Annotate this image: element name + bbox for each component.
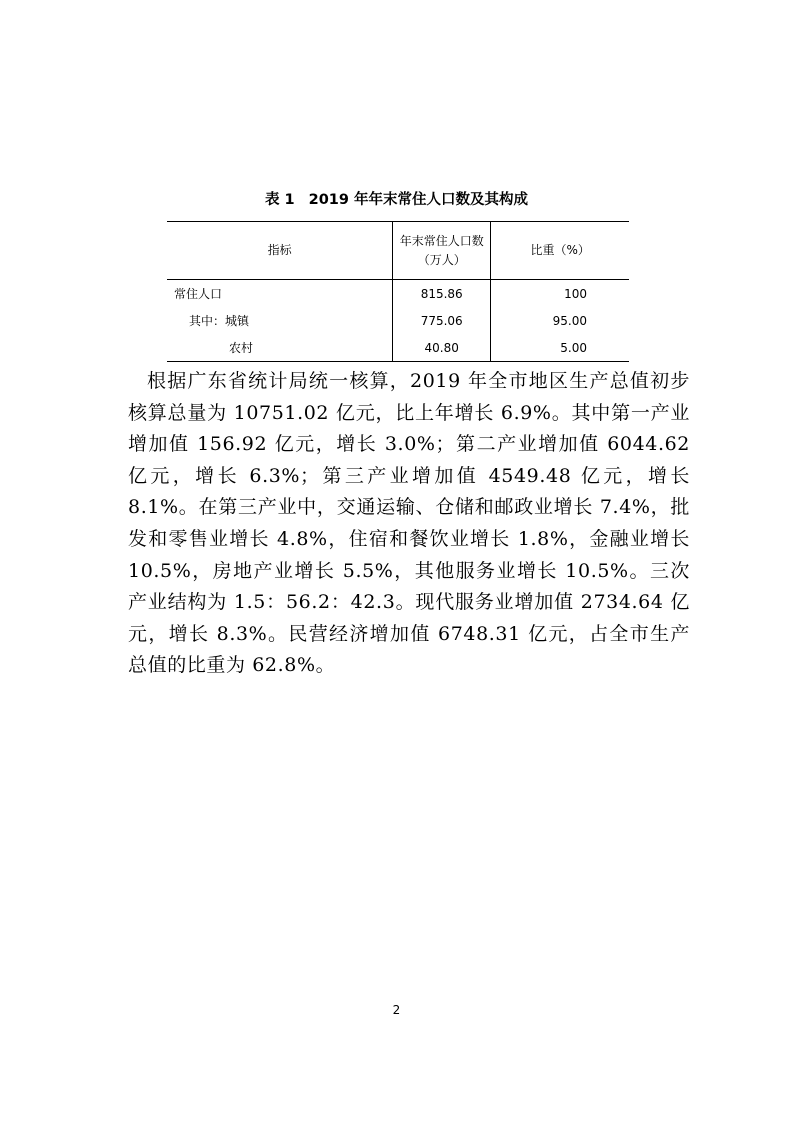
header-population	[393, 222, 491, 280]
row-ratio: 5.00	[491, 334, 629, 362]
header-population-line2: （万人）	[417, 252, 466, 267]
table-row	[167, 307, 629, 334]
row-indicator: 常住人口	[174, 287, 223, 301]
row-indicator: 其中：城镇	[189, 314, 250, 328]
header-indicator: 指标	[267, 243, 292, 257]
table-caption-title: 2019 年年末常住人口数及其构成	[308, 192, 529, 208]
header-population-line1: 年末常住人口数	[399, 233, 484, 248]
table-header-row	[167, 222, 629, 280]
header-ratio: 比重（%）	[491, 222, 629, 280]
body-paragraph: 根据广东省统计局统一核算，2019 年全市地区生产总值初步核算总量为 10751.02 亿元，比上年增长 6.9%。其中第一产业增加值 156.92 亿元，增长 3.0%；第二产业增加值 6044.62 亿元，增长 6.3%；第三产业增加值 4549.48 亿元，增长 8.1%。在第三产业中，交通运输、仓储和邮政业增长 7.4%，批发和零售业增长 4.8%，住宿和餐饮业增长 1.8%，金融业增长 10.5%，房地产业增长 5.5%，其他服务业增长 10.5%。三次产业结构为 1.5：56.2：42.3。现代服务业增加值 2734.64 亿元，增长 8.3%。民营经济增加值 6748.31 亿元，占全市生产总值的比重为 62.8%。	[128, 370, 691, 677]
table-row	[167, 280, 629, 308]
row-population: 40.80	[393, 334, 491, 362]
row-ratio: 100	[491, 280, 629, 308]
row-indicator: 农村	[229, 341, 254, 355]
row-ratio: 95.00	[491, 307, 629, 334]
page-number: 2	[392, 1003, 401, 1017]
table-row	[167, 334, 629, 362]
table-caption	[0, 190, 793, 210]
population-table	[167, 221, 629, 362]
table-caption-number: 表 1	[264, 192, 295, 208]
row-population: 775.06	[393, 307, 491, 334]
row-population: 815.86	[393, 280, 491, 308]
